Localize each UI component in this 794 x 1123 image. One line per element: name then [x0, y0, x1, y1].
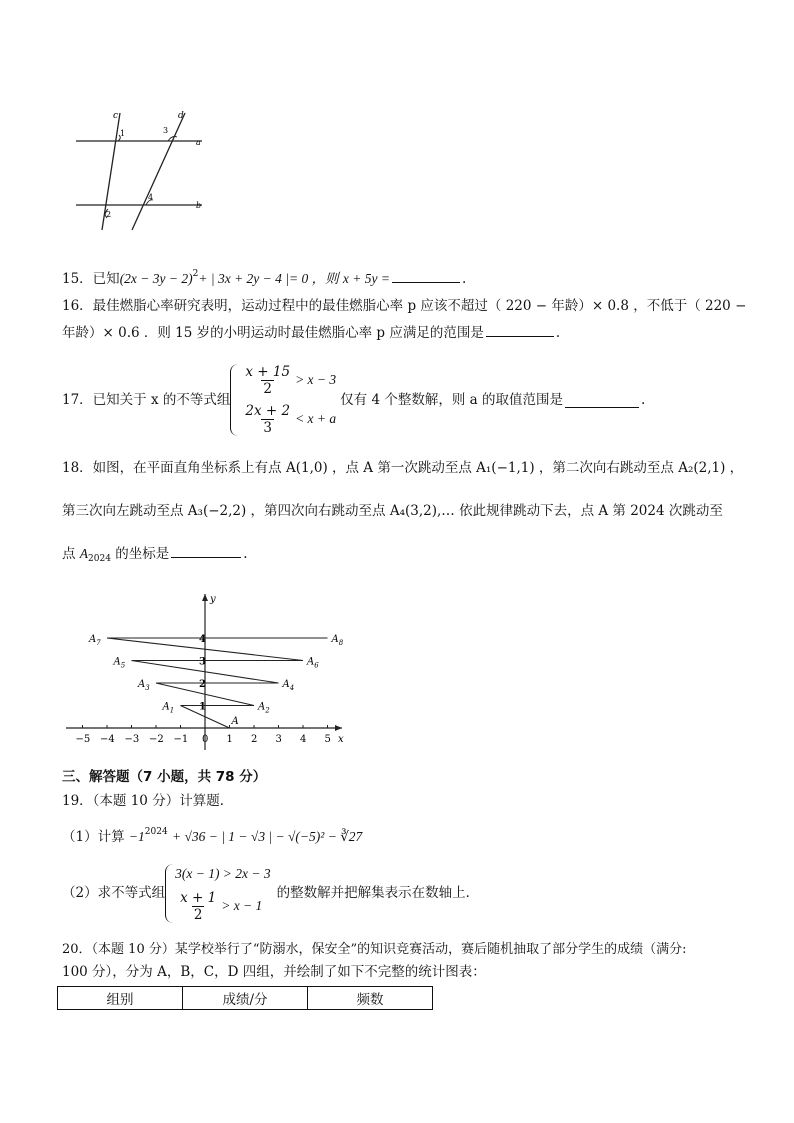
parallel-lines-figure: [72, 108, 212, 233]
table-header-cell: 频数: [308, 987, 433, 1010]
point-label-2: $A_2$: [258, 701, 270, 715]
x-tick-label: −1: [173, 734, 189, 745]
answer-blank[interactable]: [565, 393, 639, 408]
question-15: 15．已知$(2x - 3y - 2)^2+$ | 3x + 2y − 4 |= 0 ，则 x + 5y = .: [62, 269, 467, 287]
x-tick-label: 3: [275, 734, 282, 745]
inequality-system: $\frac{x + 15}{2}$ > x − 3 $\frac{2x + 2}{3}$ < x + a: [230, 364, 336, 436]
y-axis-label: y: [210, 594, 216, 605]
x-axis-arrow: [335, 725, 342, 731]
question-16-line1: 16．最佳燃脂心率研究表明，运动过程中的最佳燃脂心率 p 应该不超过（ 220 − 年龄）× 0.8 ，不低于（ 220 −: [62, 298, 747, 314]
coordinate-jump-figure: [58, 590, 358, 755]
label-b: b: [196, 201, 202, 210]
point-label-sub: 7: [96, 639, 101, 647]
question-18-line2: 第三次向左跳动至点 A₃(−2,2) ，第四次向右跳动至点 A₄(3,2),… 依此规律跳动下去，点 A 第 2024 次跳动至: [62, 503, 723, 519]
x-tick-label: −5: [75, 734, 91, 745]
point-label-3: $A_3$: [138, 679, 150, 692]
label-d: d: [178, 111, 184, 121]
point-label-sub: 8: [338, 639, 344, 647]
y-tick-label: 2: [199, 679, 206, 690]
x-tick-label: −4: [100, 734, 115, 745]
question-20-line1: 20．（本题 10 分）某学校举行了“防溺水，保安全”的知识竞赛活动，赛后随机抽取了部分学生的成绩（满分:: [62, 942, 687, 957]
x-tick-label: −3: [124, 734, 140, 745]
question-18-line3: 点 $A_{2024}$ 的坐标是 .: [62, 543, 248, 569]
label-4: 4: [148, 193, 154, 202]
x-tick-label: 2: [251, 734, 258, 745]
x-tick-label: 5: [324, 734, 331, 745]
question-20-line2: 100 分），分为 A，B，C，D 四组，并绘制了如下不完整的统计图表：: [62, 964, 486, 980]
x-tick-label: 1: [226, 734, 233, 745]
point-label-0: A: [231, 716, 239, 727]
answer-blank[interactable]: [486, 322, 554, 337]
point-label-6: $A_6$: [307, 656, 319, 670]
question-18-line1: 18．如图，在平面直角坐标系上有点 A(1,0) ，点 A 第一次跳动至点 A₁(−1,1) ，第二次向右跳动至点 A₂(2,1) ，: [62, 460, 744, 476]
y-tick-label: 4: [199, 634, 206, 645]
point-label-7: $A_7$: [89, 634, 101, 647]
answer-blank[interactable]: [392, 268, 460, 283]
question-19-part2: （2）求不等式组 3(x − 1) > 2x − 3 $\frac{x + 1}{2}$ > x − 1 的整数解并把解集表示在数轴上．: [62, 865, 480, 923]
y-tick-label: 1: [199, 701, 206, 713]
table-header-cell: 成绩/分: [183, 987, 308, 1010]
point-label-sub: 4: [289, 684, 295, 692]
x-axis-label: x: [338, 734, 344, 745]
question-16-line2: 年龄）× 0.6 ．则 15 岁的小明运动时最佳燃脂心率 p 应满足的范围是 .: [62, 322, 560, 343]
point-label-5: $A_5$: [113, 656, 126, 670]
answer-blank[interactable]: [171, 543, 241, 558]
point-label-4: $A_4$: [282, 679, 295, 692]
label-a: a: [196, 138, 201, 147]
table-header-cell: 组别: [58, 987, 183, 1010]
line-d: [132, 113, 185, 230]
section-3-heading: 三、解答题（7 小题，共 78 分）: [62, 769, 267, 785]
y-tick-label: 3: [199, 656, 206, 668]
point-label-8: $A_8$: [331, 634, 344, 647]
x-tick-label: 4: [300, 734, 307, 745]
x-tick-label: −2: [149, 734, 164, 745]
question-17: 17．已知关于 x 的不等式组 $\frac{x + 15}{2}$ > x − 3 $\frac{2x + 2}{3}$ < x + a 仅有 4 个整数解，则 a 的取值范围是 .: [62, 364, 646, 436]
label-1: 1: [120, 129, 126, 138]
point-label-sub: 1: [169, 706, 175, 715]
stats-table: [57, 986, 433, 1010]
point-label-sub: 6: [314, 661, 319, 670]
point-label-sub: 5: [120, 661, 126, 670]
question-19-part1: （1）计算 $-1^{2024} + √36$ − | 1 − √3 | − √(−5)² − ∛27: [62, 827, 363, 845]
label-c: c: [113, 111, 119, 121]
x-tick-label: 0: [202, 734, 209, 745]
point-label-1: $A_1$: [162, 701, 175, 715]
y-axis-arrow: [202, 594, 208, 601]
point-label-sub: 3: [145, 684, 150, 692]
inequality-system-2: 3(x − 1) > 2x − 3 $\frac{x + 1}{2}$ > x − 1: [165, 864, 271, 923]
point-label-sub: 2: [265, 706, 270, 715]
table-header-row: [58, 987, 433, 1010]
question-19-title: 19．（本题 10 分）计算题．: [62, 793, 234, 809]
label-3: 3: [163, 126, 169, 135]
label-2: 2: [106, 210, 112, 219]
